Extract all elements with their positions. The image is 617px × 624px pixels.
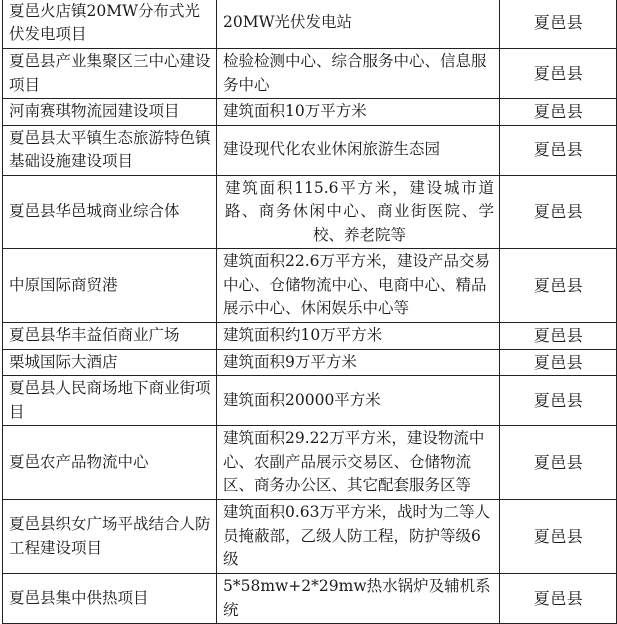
project-name-cell: 夏邑县集中供热项目 <box>3 574 217 624</box>
project-name-cell: 栗城国际大酒店 <box>3 349 217 376</box>
project-description-cell: 建筑面积22.6万平方米，建设产品交易中心、仓储物流中心、电商中心、精品展示中心、休闲娱乐中心等 <box>217 249 500 323</box>
project-name-cell: 中原国际商贸港 <box>3 249 217 323</box>
project-description-cell: 20MW光伏发电站 <box>217 0 500 49</box>
table-row <box>3 376 617 426</box>
county-cell: 夏邑县 <box>500 376 617 426</box>
table-row <box>3 249 617 323</box>
project-description-cell: 5*58mw+2*29mw热水锅炉及辅机系统 <box>217 574 500 624</box>
project-name-cell: 夏邑农产品物流中心 <box>3 426 217 500</box>
county-cell: 夏邑县 <box>500 323 617 350</box>
county-cell: 夏邑县 <box>500 574 617 624</box>
project-description-cell: 建筑面积0.63万平方米，战时为二等人员掩蔽部，乙级人防工程，防护等级6级 <box>217 500 500 574</box>
project-name-cell: 夏邑县产业集聚区三中心建设项目 <box>3 49 217 99</box>
county-cell: 夏邑县 <box>500 249 617 323</box>
project-description-cell: 检验检测中心、综合服务中心、信息服务中心 <box>217 49 500 99</box>
county-cell: 夏邑县 <box>500 175 617 249</box>
projects-table-body <box>3 0 617 624</box>
county-cell: 夏邑县 <box>500 500 617 574</box>
project-description-cell: 建筑面积10万平方米 <box>217 99 500 126</box>
project-description-cell: 建筑面积约10万平方米 <box>217 323 500 350</box>
projects-table <box>2 0 617 624</box>
county-cell: 夏邑县 <box>500 125 617 175</box>
project-description-cell: 建筑面积20000平方米 <box>217 376 500 426</box>
county-cell: 夏邑县 <box>500 49 617 99</box>
table-row <box>3 49 617 99</box>
project-description-cell: 建筑面积9万平方米 <box>217 349 500 376</box>
table-row <box>3 323 617 350</box>
project-name-cell: 夏邑火店镇20MW分布式光伏发电项目 <box>3 0 217 49</box>
project-description-cell: 建筑面积29.22万平方米，建设物流中心、农副产品展示交易区、仓储物流区、商务办公区、其它配套服务区等 <box>217 426 500 500</box>
project-name-cell: 夏邑县太平镇生态旅游特色镇基础设施建设项目 <box>3 125 217 175</box>
county-cell: 夏邑县 <box>500 99 617 126</box>
table-row <box>3 175 617 249</box>
table-row <box>3 125 617 175</box>
project-name-cell: 夏邑县人民商场地下商业街项目 <box>3 376 217 426</box>
project-name-cell: 夏邑县华丰益佰商业广场 <box>3 323 217 350</box>
project-description-cell: 建设现代化农业休闲旅游生态园 <box>217 125 500 175</box>
project-name-cell: 河南赛琪物流园建设项目 <box>3 99 217 126</box>
table-row <box>3 99 617 126</box>
table-row <box>3 0 617 49</box>
project-name-cell: 夏邑县织女广场平战结合人防工程建设项目 <box>3 500 217 574</box>
table-row <box>3 426 617 500</box>
project-name-cell: 夏邑县华邑城商业综合体 <box>3 175 217 249</box>
county-cell: 夏邑县 <box>500 0 617 49</box>
table-row <box>3 500 617 574</box>
county-cell: 夏邑县 <box>500 426 617 500</box>
table-row <box>3 574 617 624</box>
table-row <box>3 349 617 376</box>
project-description-cell: 建筑面积115.6平方米，建设城市道路、商务休闲中心、商业街医院、学校、养老院等 <box>217 175 500 249</box>
county-cell: 夏邑县 <box>500 349 617 376</box>
